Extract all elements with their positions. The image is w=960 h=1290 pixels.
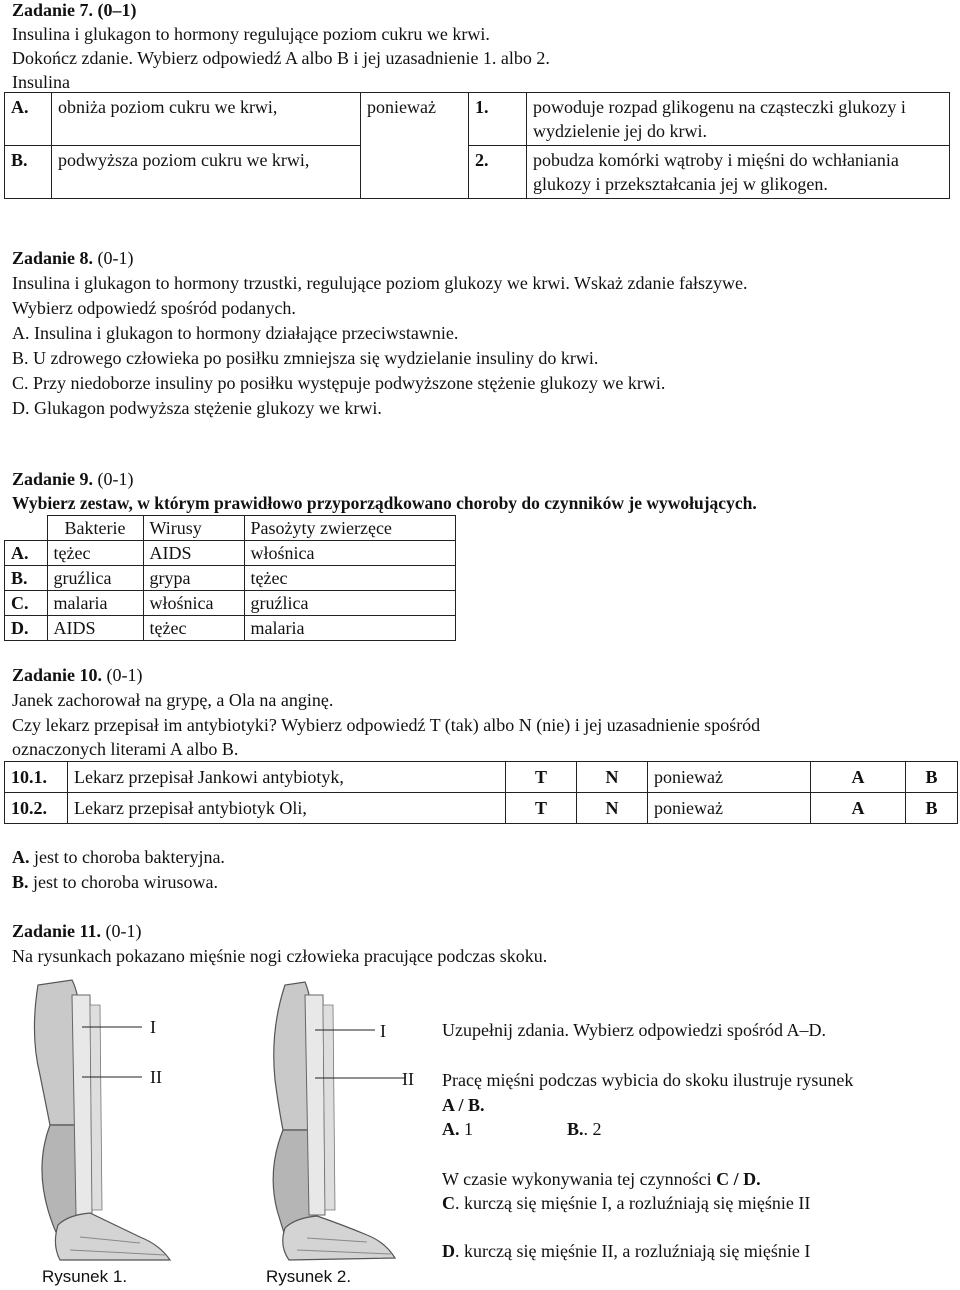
cell: AIDS [143, 541, 244, 566]
task9-instruction: Wybierz zestaw, w którym prawidłowo przyporządkowano choroby do czynników je wywołujących. [12, 493, 757, 513]
leg-figure-1 [20, 975, 200, 1270]
fig1-label-I: I [150, 1017, 156, 1037]
row-letter: B. [5, 566, 48, 591]
header-parasites: Pasożyty zwierzęce [244, 516, 456, 541]
task8-intro: Insulina i glukagon to hormony trzustki, regulujące poziom glukozy we krwi. Wskaż zdanie fałszywe. [12, 273, 748, 293]
fig2-caption: Rysunek 2. [266, 1267, 352, 1286]
task11-question-2: W czasie wykonywania tej czynności C / D. [442, 1169, 761, 1189]
task7-intro: Insulina i glukagon to hormony regulujące poziom cukru we krwi. [12, 24, 490, 44]
row-letter: C. [5, 591, 48, 616]
task8-title: Zadanie 8. (0-1) [12, 248, 134, 268]
task11-question-1: Pracę mięśni podczas wybicia do skoku ilustruje rysunek [442, 1070, 854, 1090]
task8-option-c: C. Przy niedoborze insuliny po posiłku występuje podwyższone stężenie glukozy we krwi. [12, 373, 666, 393]
fig2-label-II: II [402, 1069, 414, 1089]
task7-table [4, 92, 950, 199]
table-header-row [5, 516, 456, 541]
reason-b[interactable]: B [906, 793, 958, 824]
task10-table [4, 761, 958, 824]
cell: tężec [244, 566, 456, 591]
reason-2-number: 2. [469, 146, 527, 199]
task10-instruction-2: oznaczonych literami A albo B. [12, 739, 239, 759]
option-b-letter: B. [5, 146, 52, 199]
answer-n[interactable]: N [577, 793, 648, 824]
task9-table [4, 515, 456, 641]
cell: AIDS [47, 616, 143, 641]
task8-option-b: B. U zdrowego człowieka po posiłku zmniejsza się wydzielanie insuliny do krwi. [12, 348, 599, 368]
task11-intro: Na rysunkach pokazano mięśnie nogi człowieka pracujące podczas skoku. [12, 946, 548, 966]
task11-option-c: C. kurczą się mięśnie I, a rozluźniają się mięśnie II [442, 1193, 811, 1213]
header-viruses: Wirusy [143, 516, 244, 541]
cell: malaria [47, 591, 143, 616]
reason-1-text: powoduje rozpad glikogenu na cząsteczki glukozy i wydzielenie jej do krwi. [527, 93, 950, 146]
task7-stem: Insulina [12, 72, 70, 92]
table-row [5, 541, 456, 566]
reason-a[interactable]: A [811, 762, 906, 793]
row-number: 10.1. [5, 762, 68, 793]
option-a-text: obniża poziom cukru we krwi, [52, 93, 361, 146]
cell: włośnica [143, 591, 244, 616]
cell: grypa [143, 566, 244, 591]
because-cell: ponieważ [361, 93, 469, 199]
task11-option-a: A. 1 [442, 1119, 473, 1139]
fig1-label-II: II [150, 1067, 162, 1087]
row-statement: Lekarz przepisał Jankowi antybiotyk, [68, 762, 506, 793]
cell: tężec [143, 616, 244, 641]
answer-t[interactable]: T [506, 793, 577, 824]
reason-a[interactable]: A [811, 793, 906, 824]
task10-option-b: B. jest to choroba wirusowa. [12, 872, 218, 892]
cell: malaria [244, 616, 456, 641]
table-row [5, 566, 456, 591]
task10-option-a: A. jest to choroba bakteryjna. [12, 847, 225, 867]
table-row [5, 591, 456, 616]
cell: gruźlica [47, 566, 143, 591]
because-cell: ponieważ [648, 793, 811, 824]
task11-instruction: Uzupełnij zdania. Wybierz odpowiedzi spośród A–D. [442, 1020, 826, 1040]
header-bacteria: Bakterie [47, 516, 143, 541]
answer-t[interactable]: T [506, 762, 577, 793]
row-letter: A. [5, 541, 48, 566]
reason-2-text: pobudza komórki wątroby i mięśni do wchłaniania glukozy i przekształcania jej w glikogen. [527, 146, 950, 199]
table-row [5, 762, 958, 793]
answer-n[interactable]: N [577, 762, 648, 793]
table-row [5, 616, 456, 641]
task10-title: Zadanie 10. (0-1) [12, 665, 143, 685]
task10-instruction-1: Czy lekarz przepisał im antybiotyki? Wybierz odpowiedź T (tak) albo N (nie) i jej uzasadnienie spośród [12, 715, 761, 735]
cell: włośnica [244, 541, 456, 566]
task8-instruction: Wybierz odpowiedź spośród podanych. [12, 298, 296, 318]
fig1-caption: Rysunek 1. [42, 1267, 128, 1286]
task11-question-1-choice: A / B. [442, 1095, 485, 1115]
option-a-letter: A. [5, 93, 52, 146]
task10-intro: Janek zachorował na grypę, a Ola na anginę. [12, 690, 334, 710]
task11-option-d: D. kurczą się mięśnie II, a rozluźniają się mięśnie I [442, 1241, 811, 1261]
cell: tężec [47, 541, 143, 566]
table-row [5, 793, 958, 824]
leg-figure-2 [245, 980, 415, 1270]
task7-instruction: Dokończ zdanie. Wybierz odpowiedź A albo B i jej uzasadnienie 1. albo 2. [12, 48, 550, 68]
row-statement: Lekarz przepisał antybiotyk Oli, [68, 793, 506, 824]
task8-option-d: D. Glukagon podwyższa stężenie glukozy we krwi. [12, 398, 382, 418]
fig2-label-I: I [380, 1021, 386, 1041]
reason-b[interactable]: B [906, 762, 958, 793]
row-letter: D. [5, 616, 48, 641]
task7-title: Zadanie 7. (0–1) [12, 0, 137, 20]
reason-1-number: 1. [469, 93, 527, 146]
cell: gruźlica [244, 591, 456, 616]
header-empty [5, 516, 48, 541]
task11-title: Zadanie 11. (0-1) [12, 921, 142, 941]
task9-title: Zadanie 9. (0-1) [12, 469, 134, 489]
because-cell: ponieważ [648, 762, 811, 793]
row-number: 10.2. [5, 793, 68, 824]
task8-option-a: A. Insulina i glukagon to hormony działające przeciwstawnie. [12, 323, 459, 343]
task11-option-b: B.. 2 [567, 1119, 602, 1139]
option-b-text: podwyższa poziom cukru we krwi, [52, 146, 361, 199]
